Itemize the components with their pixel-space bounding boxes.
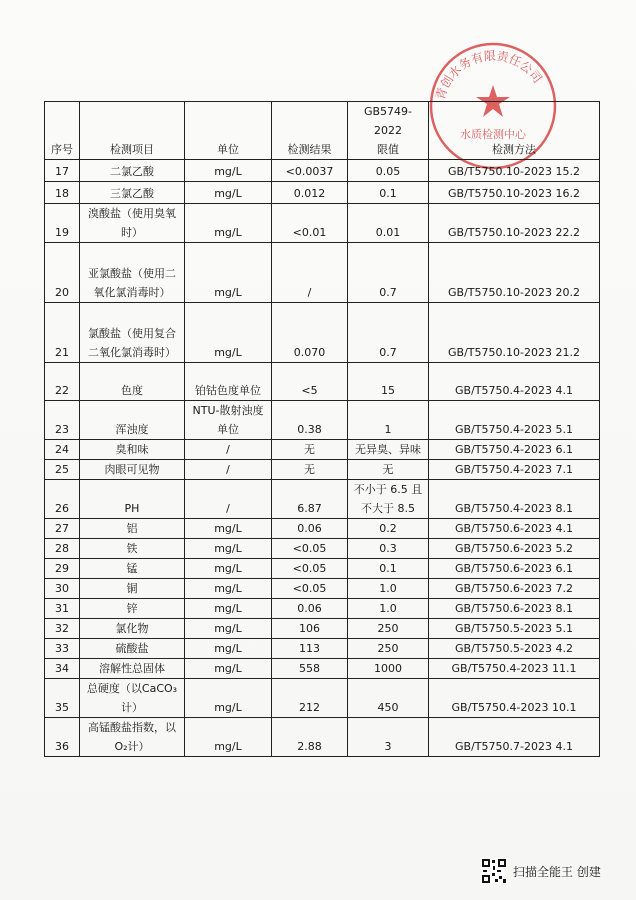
- row-limit: 0.1: [348, 559, 429, 579]
- table-row: [45, 539, 600, 559]
- table-row: [45, 599, 600, 619]
- table-row: [45, 480, 600, 519]
- row-limit: 无异臭、异味: [348, 440, 429, 460]
- scanner-watermark: [481, 858, 601, 884]
- row-method: GB/T5750.10-2023 16.2: [429, 182, 600, 204]
- row-method: GB/T5750.5-2023 4.2: [429, 639, 600, 659]
- row-unit: mg/L: [185, 204, 272, 243]
- row-no: 24: [45, 440, 80, 460]
- row-no: 26: [45, 480, 80, 519]
- row-unit: /: [185, 480, 272, 519]
- row-result: 0.06: [272, 519, 348, 539]
- row-limit: 1000: [348, 659, 429, 679]
- table-row: [45, 460, 600, 480]
- table-header-row: [45, 102, 600, 160]
- row-method: GB/T5750.6-2023 4.1: [429, 519, 600, 539]
- row-method: GB/T5750.4-2023 10.1: [429, 679, 600, 718]
- row-unit: /: [185, 440, 272, 460]
- row-unit: mg/L: [185, 559, 272, 579]
- header-limit-label: 限值: [377, 143, 399, 156]
- row-unit: mg/L: [185, 639, 272, 659]
- row-limit: 250: [348, 619, 429, 639]
- row-limit: 0.7: [348, 303, 429, 363]
- row-no: 31: [45, 599, 80, 619]
- row-unit: mg/L: [185, 679, 272, 718]
- row-result: 无: [272, 440, 348, 460]
- row-result: 0.06: [272, 599, 348, 619]
- row-limit: 0.7: [348, 243, 429, 303]
- row-item: 浑浊度: [80, 401, 185, 440]
- row-unit: 铂钴色度单位: [185, 363, 272, 401]
- row-no: 23: [45, 401, 80, 440]
- row-result: 212: [272, 679, 348, 718]
- row-unit: mg/L: [185, 718, 272, 757]
- table-row: [45, 401, 600, 440]
- header-unit: 单位: [185, 102, 272, 160]
- row-item: 氯化物: [80, 619, 185, 639]
- header-method: 检测方法: [429, 102, 600, 160]
- table-row: [45, 619, 600, 639]
- row-limit: 450: [348, 679, 429, 718]
- row-item: 锌: [80, 599, 185, 619]
- row-no: 29: [45, 559, 80, 579]
- row-no: 34: [45, 659, 80, 679]
- row-limit: 无: [348, 460, 429, 480]
- row-no: 19: [45, 204, 80, 243]
- row-result: 6.87: [272, 480, 348, 519]
- row-item: 色度: [80, 363, 185, 401]
- row-item: 臭和味: [80, 440, 185, 460]
- row-unit: mg/L: [185, 599, 272, 619]
- row-item: 铝: [80, 519, 185, 539]
- row-no: 21: [45, 303, 80, 363]
- row-no: 35: [45, 679, 80, 718]
- row-result: 558: [272, 659, 348, 679]
- row-method: GB/T5750.4-2023 8.1: [429, 480, 600, 519]
- row-no: 25: [45, 460, 80, 480]
- row-unit: mg/L: [185, 519, 272, 539]
- header-limit: [348, 102, 429, 160]
- row-unit: mg/L: [185, 579, 272, 599]
- row-result: <0.05: [272, 539, 348, 559]
- table-row: [45, 559, 600, 579]
- row-limit: 3: [348, 718, 429, 757]
- header-item: 检测项目: [80, 102, 185, 160]
- row-method: GB/T5750.4-2023 5.1: [429, 401, 600, 440]
- row-item: 肉眼可见物: [80, 460, 185, 480]
- row-limit: 0.3: [348, 539, 429, 559]
- table-row: [45, 579, 600, 599]
- row-method: GB/T5750.4-2023 4.1: [429, 363, 600, 401]
- header-no: 序号: [45, 102, 80, 160]
- row-no: 36: [45, 718, 80, 757]
- row-item: 铜: [80, 579, 185, 599]
- row-no: 33: [45, 639, 80, 659]
- table-row: [45, 363, 600, 401]
- row-unit: mg/L: [185, 243, 272, 303]
- test-results-table: [44, 101, 600, 757]
- row-unit: mg/L: [185, 160, 272, 182]
- svg-text:青创水务有限责任公司: 青创水务有限责任公司: [433, 48, 545, 102]
- row-item: 亚氯酸盐（使用二氧化氯消毒时）: [80, 243, 185, 303]
- row-no: 22: [45, 363, 80, 401]
- row-item: 铁: [80, 539, 185, 559]
- row-unit: NTU-散射浊度单位: [185, 401, 272, 440]
- row-result: 113: [272, 639, 348, 659]
- qr-code-icon: [481, 858, 507, 884]
- table-row: [45, 182, 600, 204]
- row-result: 0.070: [272, 303, 348, 363]
- row-limit: 15: [348, 363, 429, 401]
- table-row: [45, 440, 600, 460]
- row-no: 27: [45, 519, 80, 539]
- row-result: <0.01: [272, 204, 348, 243]
- row-item: 氯酸盐（使用复合二氧化氯消毒时）: [80, 303, 185, 363]
- table-row: [45, 519, 600, 539]
- row-method: GB/T5750.6-2023 8.1: [429, 599, 600, 619]
- row-unit: mg/L: [185, 659, 272, 679]
- scanner-label: 扫描全能王 创建: [513, 864, 601, 879]
- table-row: [45, 659, 600, 679]
- row-item: 硫酸盐: [80, 639, 185, 659]
- row-item: 溶解性总固体: [80, 659, 185, 679]
- row-item: 总硬度（以CaCO₃计）: [80, 679, 185, 718]
- row-result: /: [272, 243, 348, 303]
- row-no: 17: [45, 160, 80, 182]
- row-method: GB/T5750.6-2023 6.1: [429, 559, 600, 579]
- row-result: <0.05: [272, 579, 348, 599]
- row-result: <0.0037: [272, 160, 348, 182]
- row-item: 高锰酸盐指数，以O₂计）: [80, 718, 185, 757]
- row-item: 二氯乙酸: [80, 160, 185, 182]
- row-item: 三氯乙酸: [80, 182, 185, 204]
- row-method: GB/T5750.10-2023 22.2: [429, 204, 600, 243]
- row-no: 20: [45, 243, 80, 303]
- row-result: 0.012: [272, 182, 348, 204]
- row-no: 18: [45, 182, 80, 204]
- row-no: 30: [45, 579, 80, 599]
- row-limit: 250: [348, 639, 429, 659]
- row-item: PH: [80, 480, 185, 519]
- row-result: 无: [272, 460, 348, 480]
- row-limit: 0.2: [348, 519, 429, 539]
- row-method: GB/T5750.10-2023 15.2: [429, 160, 600, 182]
- row-limit: 0.1: [348, 182, 429, 204]
- row-method: GB/T5750.6-2023 7.2: [429, 579, 600, 599]
- row-method: GB/T5750.10-2023 21.2: [429, 303, 600, 363]
- table-row: [45, 204, 600, 243]
- row-method: GB/T5750.4-2023 6.1: [429, 440, 600, 460]
- row-item: 溴酸盐（使用臭氧时）: [80, 204, 185, 243]
- row-unit: mg/L: [185, 539, 272, 559]
- header-result: 检测结果: [272, 102, 348, 160]
- row-result: 2.88: [272, 718, 348, 757]
- row-item: 锰: [80, 559, 185, 579]
- row-no: 32: [45, 619, 80, 639]
- row-method: GB/T5750.4-2023 7.1: [429, 460, 600, 480]
- row-method: GB/T5750.5-2023 5.1: [429, 619, 600, 639]
- row-unit: mg/L: [185, 182, 272, 204]
- row-unit: mg/L: [185, 303, 272, 363]
- svg-text:水质检测中心: 水质检测中心: [460, 128, 526, 141]
- table-row: [45, 679, 600, 718]
- row-unit: /: [185, 460, 272, 480]
- row-no: 28: [45, 539, 80, 559]
- row-method: GB/T5750.4-2023 11.1: [429, 659, 600, 679]
- row-unit: mg/L: [185, 619, 272, 639]
- row-limit: 0.01: [348, 204, 429, 243]
- row-limit: 1: [348, 401, 429, 440]
- table-row: [45, 639, 600, 659]
- row-limit: 1.0: [348, 599, 429, 619]
- row-method: GB/T5750.7-2023 4.1: [429, 718, 600, 757]
- table-row: [45, 303, 600, 363]
- row-limit: 不小于 6.5 且不大于 8.5: [348, 480, 429, 519]
- row-method: GB/T5750.10-2023 20.2: [429, 243, 600, 303]
- header-limit-std: GB5749-2022: [363, 105, 413, 137]
- table-row: [45, 160, 600, 182]
- row-limit: 1.0: [348, 579, 429, 599]
- table-row: [45, 243, 600, 303]
- row-method: GB/T5750.6-2023 5.2: [429, 539, 600, 559]
- row-result: <0.05: [272, 559, 348, 579]
- row-limit: 0.05: [348, 160, 429, 182]
- table-row: [45, 718, 600, 757]
- row-result: 106: [272, 619, 348, 639]
- row-result: 0.38: [272, 401, 348, 440]
- row-result: <5: [272, 363, 348, 401]
